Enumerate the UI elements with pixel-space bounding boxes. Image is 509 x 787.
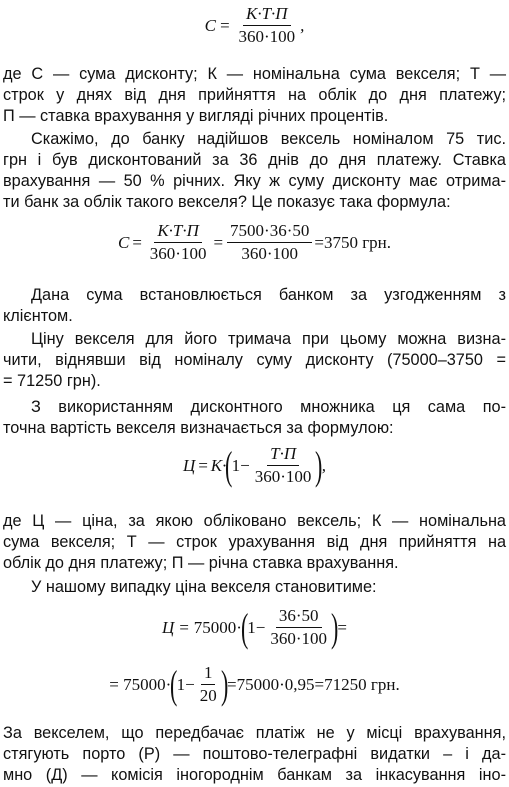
formula-lhs: Ц (182, 455, 196, 475)
text-line: облік до дня платежу; П — річна ставка врахування. (3, 554, 399, 572)
formula-price-example: Ц = 75000· ( 1− $\frac{36\cdot 50}{360\cdot 100}$ ) = (162, 604, 347, 650)
formula-one-minus: 1− (247, 617, 266, 637)
text-line: мно (Д) — комісія іногороднім банкам за інкасування іно- (3, 766, 506, 784)
fraction-numerator: K·T·П (154, 221, 202, 243)
paragraph-definitions-1 (3, 64, 506, 127)
text-line: Скажімо, до банку надійшов вексель номіналом 75 тис. (31, 130, 506, 148)
fraction-denominator: 360·100 (238, 27, 296, 46)
formula-eq: = (131, 232, 143, 252)
text-line: строк у днях від дня прийняття на облік до дня платежу; (3, 86, 506, 104)
text-line: Ціну векселя для його тримача при цьому можна визна- (31, 330, 506, 348)
text-line: У нашому випадку ціна векселя становитиме: (31, 578, 377, 596)
formula-price: Ц = K· ( 1− $\frac{T\cdot П}{360\cdot 100}$ ) , (182, 442, 327, 488)
formula-eq: = (178, 617, 190, 637)
formula-tail: = (337, 617, 347, 637)
formula-fraction (252, 444, 315, 487)
formula-lead: = 75000· (109, 674, 172, 694)
formula-fraction (227, 221, 312, 264)
text-line: грн і був дисконтований за 36 днів до дня платежу. Ставка (3, 151, 506, 169)
paragraph-example (3, 129, 506, 213)
text-line: де С — сума дисконту; К — номінальна сума векселя; Т — (3, 65, 506, 83)
fraction-denominator: 20 (199, 686, 217, 705)
formula-lhs: C (117, 232, 130, 252)
paragraph-agreement (3, 285, 506, 327)
fraction-numerator: K·T·П (243, 4, 291, 26)
text-line: чити, віднявши від номіналу суму дисконту (75000–3750 = (3, 351, 506, 369)
fraction-numerator: 1 (201, 663, 216, 685)
paragraph-porto (3, 723, 506, 786)
formula-eq: = (218, 15, 231, 35)
fraction-denominator: 360·100 (149, 244, 207, 263)
formula-discount-example: C = $\frac{K\cdot T\cdot П}{360\cdot 100}$ = $\frac{7500\cdot 36\cdot 50}{360\cdot 100}$ =3750 грн. (117, 221, 392, 263)
formula-price-result: = 75000· ( 1− $\frac{1}{20}$ ) =75000·0,95=71250 грн. (109, 661, 400, 707)
paragraph-price (3, 329, 506, 392)
text-line: За векселем, що передбачає платіж не у місці врахування, (3, 724, 506, 742)
formula-tail: , (321, 455, 327, 475)
fraction-denominator: 360·100 (254, 467, 312, 486)
formula-discount (0, 4, 509, 47)
formula-lhs: Ц (162, 617, 175, 637)
formula-lhs: C (204, 15, 216, 35)
text-line: Дана сума встановлюється банком за узгодженням з (31, 286, 506, 304)
formula-k: 75000· (193, 617, 242, 637)
formula-eq: = (197, 455, 209, 475)
formula-k: K· (210, 455, 227, 475)
text-line: сума векселя; Т — строк урахування від дня прийняття на (3, 533, 506, 551)
text-line: клієнтом. (3, 307, 73, 325)
formula-result: =3750 грн. (314, 232, 392, 252)
paragraph-multiplier (3, 397, 506, 439)
fraction-numerator: 36·50 (276, 606, 322, 628)
text-line: З використанням дисконтного множника ця сама по- (31, 398, 506, 416)
formula-fraction (267, 606, 330, 649)
text-line: ти банк за облік такого векселя? Це показує така формула: (3, 193, 451, 211)
paragraph-definitions-2 (3, 511, 506, 574)
fraction-denominator: 360·100 (270, 629, 328, 648)
fraction-numerator: 7500·36·50 (227, 221, 312, 243)
text-line: стягують порто (Р) — поштово-телеграфні видатки – і да- (3, 745, 506, 763)
formula-one-minus: 1− (231, 455, 250, 475)
formula-fraction (147, 221, 210, 264)
fraction-numerator: T·П (267, 444, 299, 466)
formula-tail: =75000·0,95=71250 грн. (227, 674, 400, 694)
text-line: точна вартість векселя визначається за формулою: (3, 419, 394, 437)
text-line: П — ставка врахування у вигляді річних процентів. (3, 107, 389, 125)
formula-one-minus: 1− (176, 674, 195, 694)
formula-tail: , (300, 15, 305, 35)
formula-fraction (235, 4, 298, 47)
text-line: де Ц — ціна, за якою обліковано вексель; К — номінальна (3, 512, 506, 530)
paragraph-our-case (3, 577, 506, 598)
formula-fraction (197, 663, 220, 706)
text-line: = 71250 грн). (3, 372, 101, 390)
text-line: врахування — 50 % річних. Яку ж суму дисконту має отрима- (3, 172, 506, 190)
fraction-denominator: 360·100 (241, 244, 299, 263)
